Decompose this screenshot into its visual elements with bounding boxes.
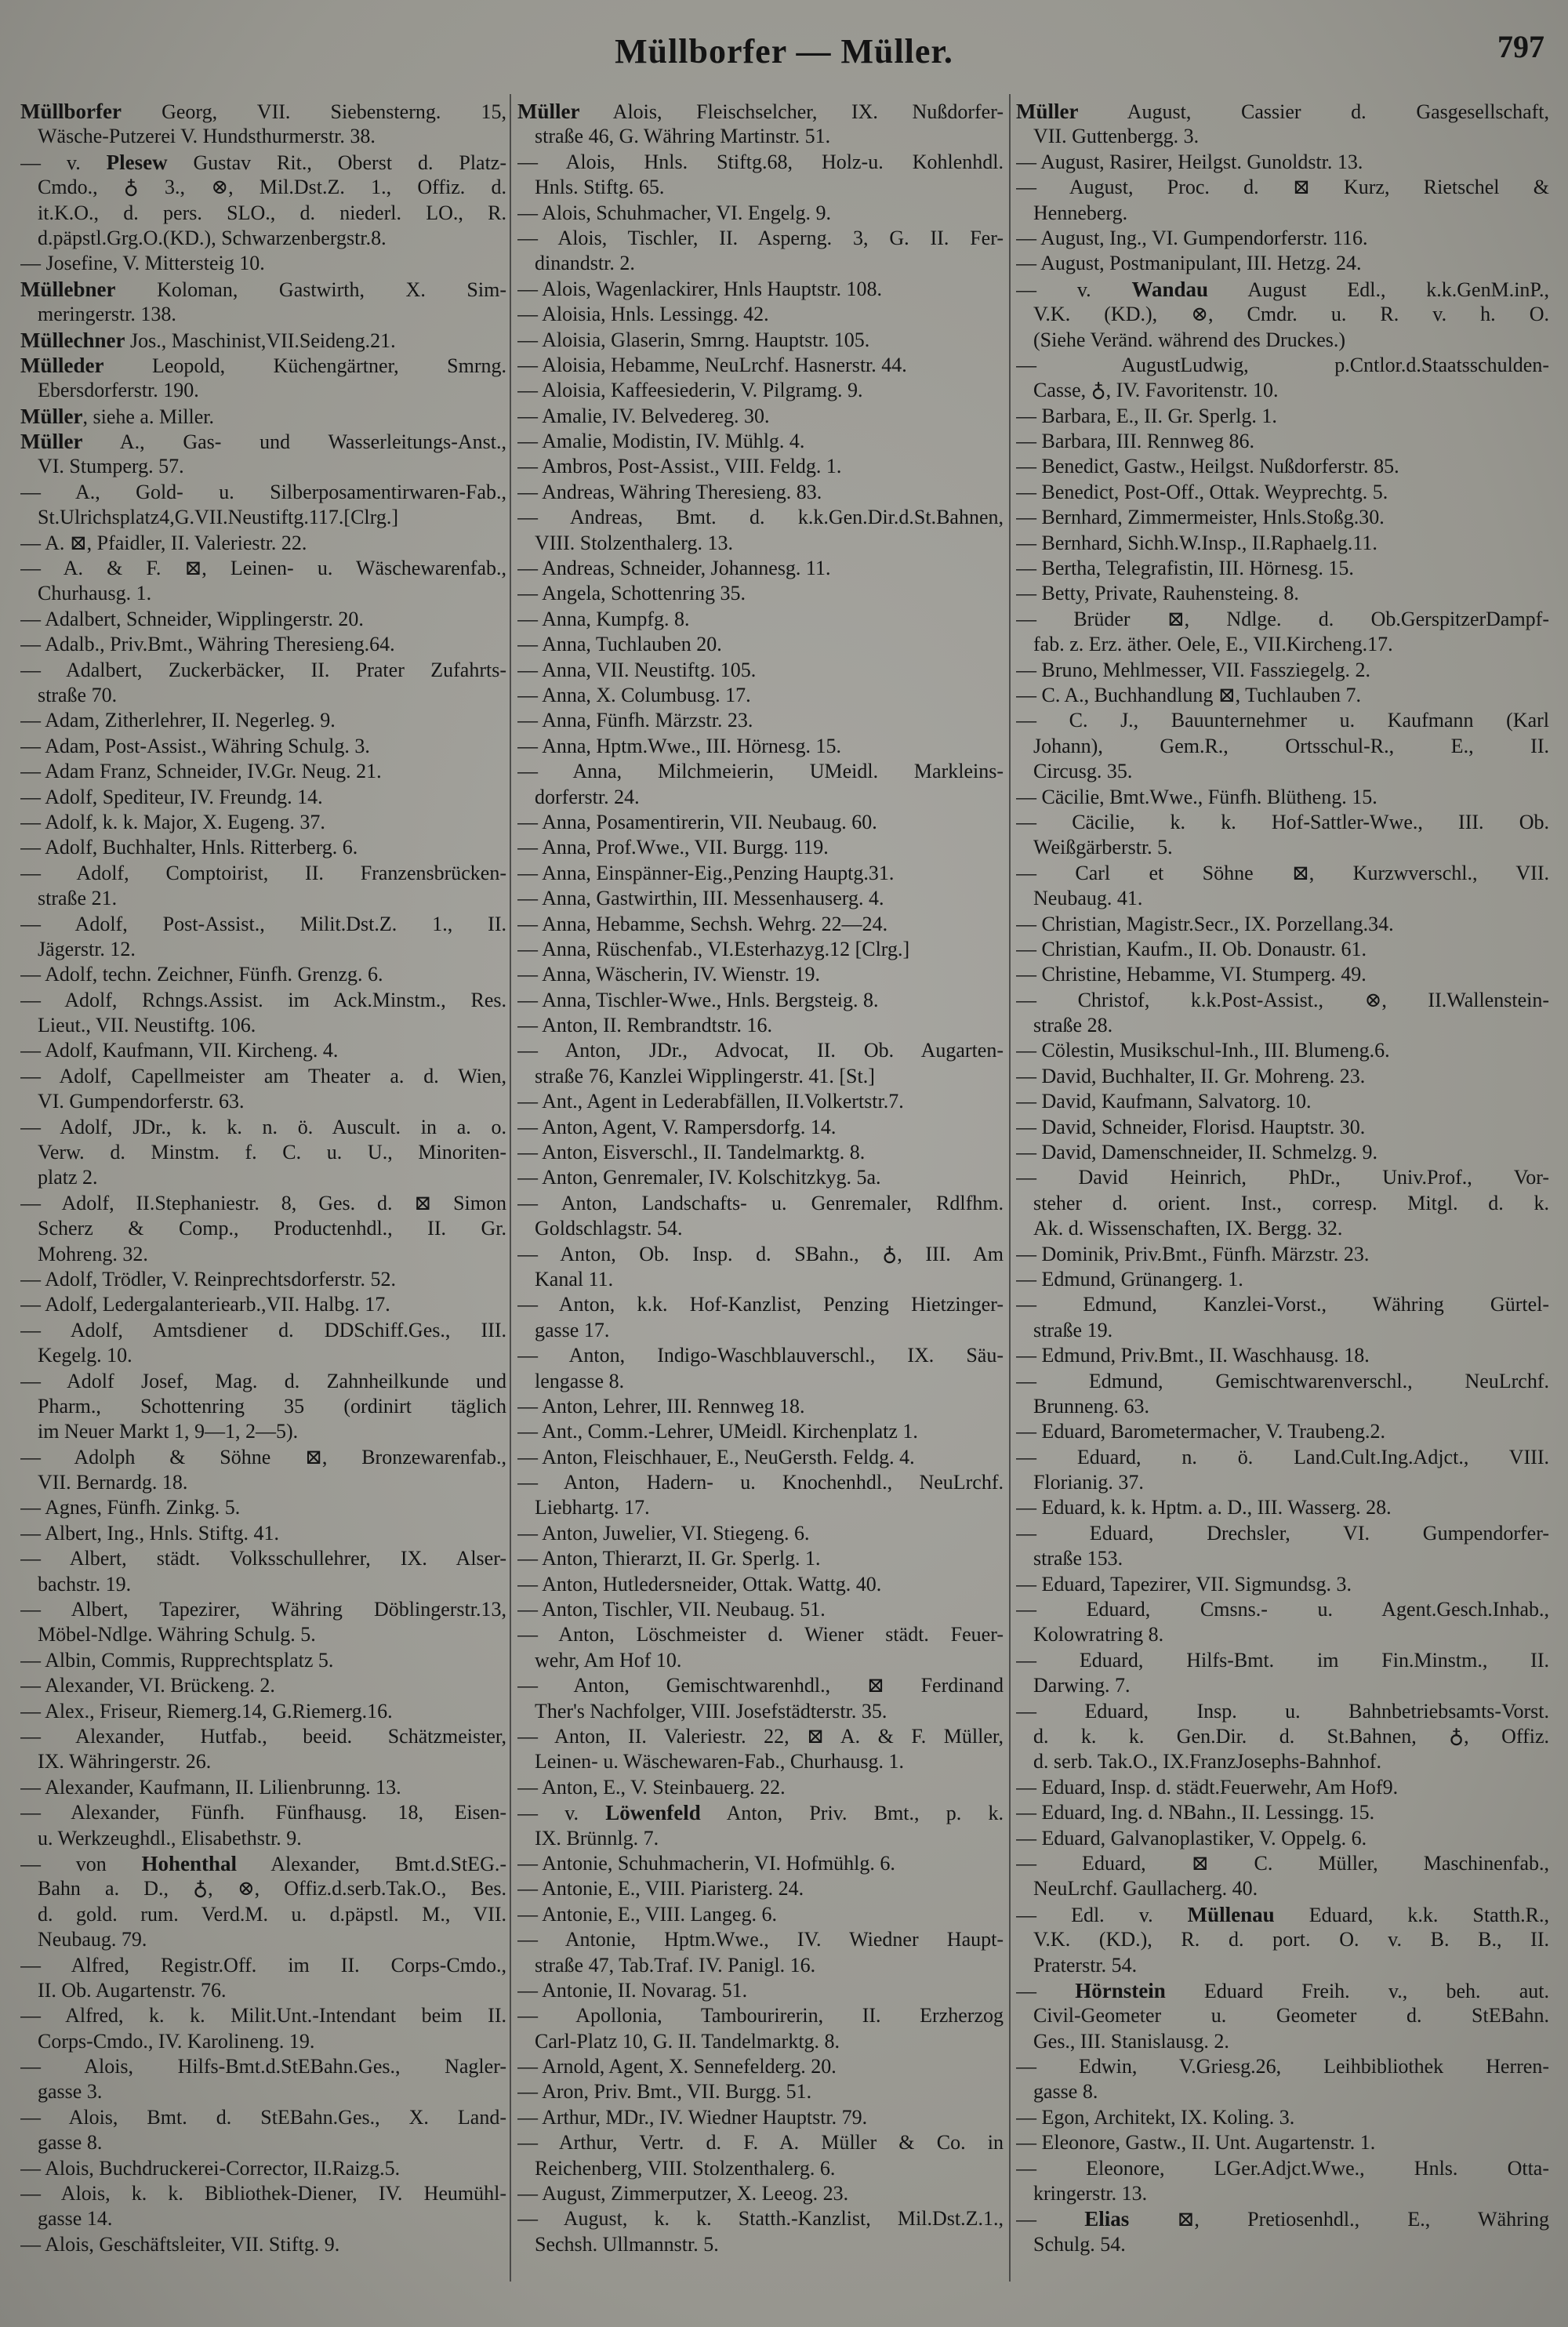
entry-text: Koloman, Gastwirth, X. Sim- [115,278,506,301]
directory-line: — Cölestin, Musikschul-Inh., III. Blumeng.6. [1016,1039,1390,1062]
directory-line [1016,2206,1549,2231]
directory-line: — Christof, k.k.Post-Assist., ⊗, II.Wallenstein- [1016,988,1549,1011]
entry-text: — v. [20,151,107,174]
directory-line: — Christian, Magistr.Secr., IX. Porzellang.34. [1016,912,1394,935]
directory-line: — Antonie, E., VIII. Piaristerg. 24. [517,1877,804,1900]
directory-line: — Bertha, Telegrafistin, III. Hörnesg. 15. [1016,557,1354,580]
directory-line: — AugustLudwig, p.Cntlor.d.Staatsschulden- [1016,353,1549,376]
entry-text: Eduard Freih. v., beh. aut. [1165,1979,1549,2002]
directory-line: straße 70. [38,683,118,706]
directory-line: — Anton, Juwelier, VI. Stiegeng. 6. [517,1521,810,1545]
directory-line: — Anton, Eisverschl., II. Tandelmarktg. 8. [517,1141,866,1164]
directory-line: VI. Gumpendorferstr. 63. [38,1090,245,1113]
directory-line: Hnls. Stiftg. 65. [535,176,665,199]
directory-line: — Eduard, Drechsler, VI. Gumpendorfer- [1016,1521,1549,1545]
directory-line: — Brüder ⊠, Ndlge. d. Ob.GerspitzerDampf- [1016,607,1549,630]
directory-line: Sechsh. Ullmannstr. 5. [535,2232,719,2256]
directory-line: — Anton, Lehrer, III. Rennweg 18. [517,1394,805,1418]
directory-line: — Dominik, Priv.Bmt., Fünfh. Märzstr. 23. [1016,1242,1370,1265]
directory-line: Lieut., VII. Neustiftg. 106. [38,1014,256,1037]
directory-line: — Adolf, Ledergalanteriearb.,VII. Halbg. 17. [20,1293,390,1316]
directory-line: Pharm., Schottenring 35 (ordinirt täglich [38,1394,506,1418]
directory-line: Goldschlagstr. 54. [535,1217,683,1240]
directory-line: Civil-Geometer u. Geometer d. StEBahn. [1033,2004,1549,2028]
directory-line: Möbel-Ndlge. Währing Schulg. 5. [38,1623,316,1646]
directory-line: — Anton, JDr., Advocat, II. Ob. Augarten- [517,1039,1004,1062]
directory-line: — Anna, Gastwirthin, III. Messenhauserg. 4. [517,887,884,910]
directory-line: — Aloisia, Kaffeesiederin, V. Pilgramg. 9. [517,379,863,402]
directory-line: — Anna, Tischler-Wwe., Hnls. Bergsteig. 8. [517,988,879,1011]
directory-line: V.K. (KD.), R. d. port. O. v. B. B., II. [1033,1928,1549,1951]
directory-line: — Alois, Wagenlackirer, Hnls Hauptstr. 108. [517,277,883,300]
directory-line: — C. J., Bauunternehmer u. Kaufmann (Karl [1016,709,1549,732]
directory-line: d. serb. Tak.O., IX.FranzJosephs-Bahnhof. [1033,1750,1381,1773]
entry-text: August, Cassier d. Gasgesellschaft, [1078,100,1549,123]
directory-line [20,99,506,124]
directory-line: straße 19. [1033,1318,1113,1341]
entry-surname: Müllebner [20,277,116,301]
directory-line: Neubaug. 79. [38,1928,147,1951]
directory-line: — Anna, Fünfh. Märzstr. 23. [517,709,753,732]
entry-text: August Edl., k.k.GenM.inP., [1208,278,1549,301]
directory-line: steher d. orient. Inst., corresp. Mitgl. d. k. [1033,1191,1549,1214]
directory-line: — Eduard, Hilfs-Bmt. im Fin.Minstm., II. [1016,1648,1549,1672]
entry-surname: Müller [517,100,580,123]
directory-line: Neubaug. 41. [1033,887,1143,910]
directory-line: dorferstr. 24. [535,785,640,808]
directory-line: platz 2. [38,1166,98,1189]
directory-line: — Arnold, Agent, X. Sennefelderg. 20. [517,2055,837,2078]
directory-line: — August, Proc. d. ⊠ Kurz, Rietschel & [1016,176,1549,199]
directory-line [20,328,506,353]
directory-line: — Anna, X. Columbusg. 17. [517,683,751,706]
entry-surname: Elias [1084,2207,1130,2231]
directory-line: — Adolph & Söhne ⊠, Bronzewarenfab., [20,1445,506,1468]
directory-line [20,353,506,378]
directory-line: — Anton, Fleischhauer, E., NeuGersth. Feldg. 4. [517,1445,915,1468]
directory-line [20,404,506,429]
directory-line: straße 46, G. Währing Martinstr. 51. [535,125,831,148]
directory-line: — Eduard, ⊠ C. Müller, Maschinenfab., [1016,1851,1549,1875]
directory-line: — Eduard, Ing. d. NBahn., II. Lessingg. 15. [1016,1801,1375,1824]
directory-line [20,277,506,302]
directory-line: — David, Kaufmann, Salvatorg. 10. [1016,1090,1312,1113]
directory-line: — Anton, II. Rembrandtstr. 16. [517,1014,772,1037]
directory-line: — Adalbert, Zuckerbäcker, II. Prater Zufahrts- [20,658,506,681]
directory-line: — Barbara, III. Rennweg 86. [1016,430,1254,453]
directory-line: — Adolf Josef, Mag. d. Zahnheilkunde und [20,1369,506,1392]
directory-line: — Eduard, Tapezirer, VII. Sigmundsg. 3. [1016,1572,1352,1596]
directory-line: — Eduard, Galvanoplastiker, V. Oppelg. 6. [1016,1826,1367,1850]
directory-line: im Neuer Markt 1, 9—1, 2—5). [38,1420,299,1443]
directory-line: — August, Postmanipulant, III. Hetzg. 24. [1016,252,1362,275]
entry-text: Georg, VII. Siebensterng. 15, [121,100,506,123]
directory-line: — Anna, Tuchlauben 20. [517,633,722,656]
directory-line: Wäsche-Putzerei V. Hundsthurmerstr. 38. [38,125,376,148]
entry-text: Alexander, Bmt.d.StEG.- [236,1852,506,1875]
directory-line: — Anton, Ob. Insp. d. SBahn., ♁, III. Am [517,1242,1004,1265]
directory-line: — Andreas, Währing Theresieng. 83. [517,480,822,503]
directory-line: — Anna, Rüschenfab., VI.Esterhazyg.12 [Clrg.] [517,937,910,960]
entry-text: — v. [1016,278,1132,301]
entry-text: Leopold, Küchengärtner, Smrng. [103,354,506,377]
directory-line: — Albert, Tapezirer, Währing Döblingerstr.13, [20,1598,506,1621]
directory-line: — Amalie, Modistin, IV. Mühlg. 4. [517,430,805,453]
directory-line: — Angela, Schottenring 35. [517,582,746,605]
entry-text: — [1016,2208,1085,2231]
directory-line: — Arthur, MDr., IV. Wiedner Hauptstr. 79. [517,2105,868,2129]
directory-line [1016,99,1549,124]
directory-line: — Antonie, Schuhmacherin, VI. Hofmühlg. 6. [517,1851,895,1875]
directory-line: VIII. Stolzenthalerg. 13. [535,531,733,554]
directory-line: straße 153. [1033,1547,1123,1570]
directory-line: — Anton, II. Valeriestr. 22, ⊠ A. & F. Müller, [517,1725,1004,1748]
directory-line: — Aloisia, Hnls. Lessingg. 42. [517,303,769,326]
directory-line: straße 21. [38,887,118,910]
directory-line: Henneberg. [1033,201,1128,224]
directory-line: — Anton, k.k. Hof-Kanzlist, Penzing Hietzinger- [517,1293,1004,1316]
directory-line: — Anton, Indigo-Waschblauverschl., IX. Säu- [517,1344,1004,1367]
directory-line: — Alois, Geschäftsleiter, VII. Stiftg. 9. [20,2232,340,2256]
directory-line: — Adolf, Rchngs.Assist. im Ack.Minstm., Res. [20,988,506,1011]
directory-line: — Christine, Hebamme, VI. Stumperg. 49. [1016,963,1367,986]
directory-line: — Alois, Schuhmacher, VI. Engelg. 9. [517,201,831,224]
directory-line: — Adalbert, Schneider, Wipplingerstr. 20. [20,607,364,630]
directory-line: Bahn a. D., ♁, ⊗, Offiz.d.serb.Tak.O., Bes. [38,1877,506,1900]
directory-line: — Bruno, Mehlmesser, VII. Fassziegelg. 2. [1016,658,1370,681]
directory-line: bachstr. 19. [38,1572,132,1596]
directory-line: Reichenberg, VIII. Stolzenthalerg. 6. [535,2156,836,2180]
directory-line: Cmdo., ♁ 3., ⊗, Mil.Dst.Z. 1., Offiz. d. [38,176,506,199]
directory-line: — Andreas, Schneider, Johannesg. 11. [517,557,831,580]
directory-line: — Bernhard, Sichh.W.Insp., II.Raphaelg.11. [1016,531,1377,554]
directory-line: — Aron, Priv. Bmt., VII. Burgg. 51. [517,2080,812,2104]
page-number: 797 [1497,29,1544,64]
directory-line: Verw. d. Minstm. f. C. u. U., Minoriten- [38,1141,506,1164]
directory-line: — A. ⊠, Pfaidler, II. Valeriestr. 22. [20,531,307,554]
directory-line: Ak. d. Wissenschaften, IX. Bergg. 32. [1033,1217,1343,1240]
directory-line: — Anna, Hebamme, Sechsh. Wehrg. 22—24. [517,912,888,935]
entry-text: — [1016,1979,1076,2002]
directory-line: — David, Damenschneider, II. Schmelzg. 9. [1016,1141,1378,1164]
directory-line: — Anton, Löschmeister d. Wiener städt. Feuer- [517,1623,1004,1646]
directory-line: — Andreas, Bmt. d. k.k.Gen.Dir.d.St.Bahnen, [517,506,1004,529]
entry-surname: Hohenthal [141,1851,237,1875]
entry-text: , siehe a. Miller. [82,405,214,428]
directory-line: — Anton, Landschafts- u. Genremaler, Rdlfhm. [517,1191,1004,1214]
directory-line: u. Werkzeughdl., Elisabethstr. 9. [38,1826,302,1850]
directory-line: — Eduard, Insp. u. Bahnbetriebsamts-Vorst. [1016,1699,1549,1723]
directory-line: Darwing. 7. [1033,1674,1131,1697]
directory-line: V.K. (KD.), ⊗, Cmdr. u. R. v. h. O. [1033,303,1549,326]
directory-line: gasse 17. [535,1318,610,1341]
directory-line: — Bernhard, Zimmermeister, Hnls.Stoßg.30. [1016,506,1385,529]
directory-line: kringerstr. 13. [1033,2182,1148,2205]
directory-line: it.K.O., d. pers. SLO., d. niederl. LO., R. [38,201,506,224]
directory-line: — Amalie, IV. Belvedereg. 30. [517,404,770,427]
directory-line: — Anna, Prof.Wwe., VII. Burgg. 119. [517,836,829,859]
directory-line: — Adolf, techn. Zeichner, Fünfh. Grenzg. 6. [20,963,383,986]
directory-line: — Eleonore, LGer.Adjct.Wwe., Hnls. Otta- [1016,2156,1549,2180]
directory-line: Kolowratring 8. [1033,1623,1164,1646]
entry-text: — v. [517,1802,606,1825]
directory-line [1016,277,1549,302]
column-1 [20,99,506,2257]
directory-line: dinandstr. 2. [535,252,635,275]
directory-line: — Edmund, Priv.Bmt., II. Waschhausg. 18. [1016,1344,1370,1367]
directory-line: VII. Bernardg. 18. [38,1471,188,1494]
directory-line: Jägerstr. 12. [38,937,136,960]
directory-line: — Anton, Genremaler, IV. Kolschitzkyg. 5a. [517,1166,881,1189]
directory-line: Circusg. 35. [1033,760,1133,783]
entry-surname: Müller [1016,100,1079,123]
directory-line: straße 28. [1033,1014,1113,1037]
entry-text: A., Gas- und Wasserleitungs-Anst., [82,430,506,454]
directory-line [517,99,1004,124]
directory-line: — Anna, Milchmeierin, UMeidl. Markleins- [517,760,1004,783]
directory-line: — Aloisia, Hebamme, NeuLrchf. Hasnerstr. 44. [517,353,907,376]
directory-line: — Alois, k. k. Bibliothek-Diener, IV. Heumühl- [20,2182,506,2205]
directory-line: — Albert, städt. Volksschullehrer, IX. Alser- [20,1547,506,1570]
directory-line [1016,1902,1549,1927]
directory-line: Churhausg. 1. [38,582,152,605]
directory-line: — Albert, Ing., Hnls. Stiftg. 41. [20,1521,280,1545]
directory-line: d.päpstl.Grg.O.(KD.), Schwarzenbergstr.8. [38,226,387,249]
directory-line: — Eduard, Barometermacher, V. Traubeng.2. [1016,1420,1385,1443]
entry-surname: Mülleder [20,353,104,377]
directory-line: d. gold. rum. Verd.M. u. d.päpstl. M., VII. [38,1902,506,1926]
entry-text: Alois, Fleischselcher, IX. Nußdorfer- [579,100,1004,123]
directory-line: — David, Schneider, Florisd. Hauptstr. 30. [1016,1115,1366,1138]
directory-line: — Aloisia, Glaserin, Smrng. Hauptstr. 105. [517,328,870,351]
directory-line: — Anna, Einspänner-Eig.,Penzing Hauptg.31. [517,861,895,884]
directory-line: — Alexander, VI. Brückeng. 2. [20,1674,275,1697]
directory-line: — Alfred, k. k. Milit.Unt.-Intendant beim II. [20,2004,506,2028]
directory-line: — Anton, Gemischtwarenhdl., ⊠ Ferdinand [517,1674,1004,1697]
column-2 [517,99,1004,2257]
directory-line: — Adolf, Buchhalter, Hnls. Ritterberg. 6. [20,836,358,859]
entry-surname: Hörnstein [1075,1978,1166,2002]
directory-line: (Siehe Veränd. während des Druckes.) [1033,328,1346,351]
directory-line: — Alex., Friseur, Riemerg.14, G.Riemerg.16. [20,1699,393,1723]
directory-line: IX. Währingerstr. 26. [38,1750,212,1773]
entry-text: ⊠, Pretiosenhdl., E., Währing [1129,2208,1549,2231]
entry-text: Gustav Rit., Oberst d. Platz- [167,151,506,174]
directory-line: — Adolf, Comptoirist, II. Franzensbrücken- [20,861,506,884]
directory-line: — Anton, Hutledersneider, Ottak. Wattg. 40. [517,1572,882,1596]
directory-line: — Anton, Agent, V. Rampersdorfg. 14. [517,1115,837,1138]
directory-line: — Anna, Hptm.Wwe., III. Hörnesg. 15. [517,734,842,757]
directory-line: Brunneng. 63. [1033,1394,1150,1418]
directory-line: — Alois, Buchdruckerei-Corrector, II.Raizg.5. [20,2156,401,2180]
entry-surname: Müllborfer [20,100,122,123]
directory-line: — Apollonia, Tambourirerin, II. Erzherzog [517,2004,1004,2028]
directory-line: gasse 8. [38,2131,103,2155]
directory-line: — August, Ing., VI. Gumpendorferstr. 116. [1016,226,1368,249]
directory-line: — Alexander, Kaufmann, II. Lilienbrunng. 13. [20,1775,401,1799]
entry-surname: Müller [20,404,83,428]
directory-line: — Agnes, Fünfh. Zinkg. 5. [20,1496,241,1519]
directory-line: Kanal 11. [535,1267,614,1291]
directory-line: — Eduard, k. k. Hptm. a. D., III. Wasserg. 28. [1016,1496,1392,1519]
directory-line: Florianig. 37. [1033,1471,1144,1494]
directory-line: — Adolf, Kaufmann, VII. Kircheng. 4. [20,1039,339,1062]
directory-line: Mohreng. 32. [38,1242,148,1265]
directory-line: Leinen- u. Wäschewaren-Fab., Churhausg. 1. [535,1750,904,1773]
directory-line: — Christian, Kaufm., II. Ob. Donaustr. 61. [1016,937,1367,960]
directory-line: — Antonie, II. Novarag. 51. [517,1978,748,2002]
entry-text: — Edl. v. [1016,1903,1188,1926]
directory-line: — Alfred, Registr.Off. im II. Corps-Cmdo., [20,1953,506,1977]
directory-line: — Anna, Kumpfg. 8. [517,607,690,630]
directory-line: — August, Zimmerputzer, X. Leeog. 23. [517,2182,849,2205]
directory-line: d. k. k. Gen.Dir. d. St.Bahnen, ♁, Offiz. [1033,1725,1549,1748]
directory-line: — Alois, Hilfs-Bmt.d.StEBahn.Ges., Nagler- [20,2055,506,2078]
directory-line: — Ant., Comm.-Lehrer, UMeidl. Kirchenplatz 1. [517,1420,918,1443]
directory-line: — Egon, Architekt, IX. Koling. 3. [1016,2105,1295,2129]
entry-text: Anton, Priv. Bmt., p. k. [700,1802,1004,1825]
directory-line [1016,1978,1549,2003]
directory-line: II. Ob. Augartenstr. 76. [38,1978,227,2002]
column-3 [1016,99,1549,2257]
directory-line: — A. & F. ⊠, Leinen- u. Wäschewarenfab., [20,557,506,580]
directory-line: Liebhartg. 17. [535,1496,650,1519]
directory-line: — Albin, Commis, Rupprechtsplatz 5. [20,1648,334,1672]
directory-line: — Alois, Bmt. d. StEBahn.Ges., X. Land- [20,2105,506,2129]
directory-line: — Adolf, Post-Assist., Milit.Dst.Z. 1., II. [20,912,506,935]
directory-line: gasse 8. [1033,2080,1098,2104]
directory-line: gasse 14. [38,2207,113,2231]
directory-line: — Anton, Thierarzt, II. Gr. Sperlg. 1. [517,1547,821,1570]
directory-line: lengasse 8. [535,1369,625,1392]
directory-line: Johann), Gem.R., Ortsschul-R., E., II. [1033,734,1549,757]
directory-line: — Anna, Wäscherin, IV. Wienstr. 19. [517,963,821,986]
directory-line: Carl-Platz 10, G. II. Tandelmarktg. 8. [535,2029,840,2053]
directory-line: St.Ulrichsplatz4,G.VII.Neustiftg.117.[Clrg.] [38,506,398,529]
directory-line: — David Heinrich, PhDr., Univ.Prof., Vor- [1016,1166,1549,1189]
directory-line: — Carl et Söhne ⊠, Kurzwverschl., VII. [1016,861,1549,884]
directory-line: — Ant., Agent in Lederabfällen, II.Volkertstr.7. [517,1090,904,1113]
directory-line: — Alexander, Hutfab., beeid. Schätzmeister, [20,1725,506,1748]
directory-line: — Adam, Zitherlehrer, II. Negerleg. 9. [20,709,336,732]
entry-text: Jos., Maschinist,VII.Seideng.21. [125,329,396,352]
entry-surname: Löwenfeld [605,1801,701,1825]
directory-line: IX. Brünnlg. 7. [535,1826,659,1850]
directory-line: Scherz & Comp., Productenhdl., II. Gr. [38,1217,506,1240]
entry-text: Eduard, k.k. Statth.R., [1274,1903,1549,1926]
entry-surname: Müllenau [1187,1902,1275,1926]
directory-line: — Josefine, V. Mittersteig 10. [20,252,265,275]
directory-line: Praterstr. 54. [1033,1953,1138,1977]
directory-line: Weißgärberstr. 5. [1033,836,1173,859]
directory-line: Ther's Nachfolger, VIII. Josefstädterstr. 35. [535,1699,887,1723]
directory-line: VII. Guttenbergg. 3. [1033,125,1200,148]
directory-line: — August, Rasirer, Heilgst. Gunoldstr. 13. [1016,150,1363,173]
directory-line [517,1800,1004,1825]
directory-line: — Edwin, V.Griesg.26, Leihbibliothek Herren- [1016,2055,1549,2078]
directory-line: — Antonie, E., VIII. Langeg. 6. [517,1902,777,1926]
directory-line: — Anton, Tischler, VII. Neubaug. 51. [517,1598,826,1621]
directory-line: — Benedict, Post-Off., Ottak. Weyprechtg. 5. [1016,480,1388,503]
directory-line: — Arthur, Vertr. d. F. A. Müller & Co. in [517,2131,1004,2155]
directory-line: — Adam, Post-Assist., Währing Schulg. 3. [20,734,370,757]
directory-line: — Edmund, Gemischtwarenverschl., NeuLrchf. [1016,1369,1549,1392]
directory-line [20,1851,506,1876]
entry-surname: Müller [20,430,83,454]
directory-line: Schulg. 54. [1033,2232,1126,2256]
directory-line: — Edmund, Grünangerg. 1. [1016,1267,1243,1291]
directory-line: straße 47, Tab.Traf. IV. Panigl. 16. [535,1953,816,1977]
directory-line: — Edmund, Kanzlei-Vorst., Währing Gürtel- [1016,1293,1549,1316]
directory-line: fab. z. Erz. äther. Oele, E., VII.Kircheng.17. [1033,633,1393,656]
entry-surname: Wandau [1131,277,1209,301]
directory-line: — Anna, Posamentirerin, VII. Neubaug. 60. [517,810,877,833]
directory-line: — Eduard, Cmsns.- u. Agent.Gesch.Inhab., [1016,1598,1549,1621]
directory-line: straße 76, Kanzlei Wipplingerstr. 41. [St.] [535,1064,875,1087]
directory-line: — Adolf, Spediteur, IV. Freundg. 14. [20,785,323,808]
directory-line: — Cäcilie, Bmt.Wwe., Fünfh. Blütheng. 15. [1016,785,1377,808]
directory-line: — Alois, Tischler, II. Asperng. 3, G. II. Fer- [517,226,1004,249]
entry-text: — von [20,1852,142,1875]
directory-line: — Adolf, Trödler, V. Reinprechtsdorferstr. 52. [20,1267,396,1291]
directory-line: — August, k. k. Statth.-Kanzlist, Mil.Dst.Z.1., [517,2207,1004,2231]
directory-line: — C. A., Buchhandlung ⊠, Tuchlauben 7. [1016,683,1361,706]
running-head: Müllborfer — Müller. [615,32,953,71]
directory-line: Ebersdorferstr. 190. [38,379,199,402]
directory-line: wehr, Am Hof 10. [535,1648,682,1672]
directory-line: VI. Stumperg. 57. [38,455,184,478]
directory-line: — Benedict, Gastw., Heilgst. Nußdorferstr. 85. [1016,455,1399,478]
directory-line: — Adolf, II.Stephaniestr. 8, Ges. d. ⊠ Simon [20,1191,506,1214]
entry-surname: Plesew [106,150,168,174]
directory-line: — Anna, VII. Neustiftg. 105. [517,658,757,681]
directory-line: — Betty, Private, Rauhensteing. 8. [1016,582,1299,605]
directory-line: — Adolf, k. k. Major, X. Eugeng. 37. [20,810,325,833]
directory-line: — Antonie, Hptm.Wwe., IV. Wiedner Haupt- [517,1928,1004,1951]
directory-line: gasse 3. [38,2080,103,2104]
directory-line: — Adolf, Amtsdiener d. DDSchiff.Ges., III. [20,1318,506,1341]
directory-line: — Adolf, JDr., k. k. n. ö. Auscult. in a. o. [20,1115,506,1138]
directory-line [20,150,506,175]
column-divider [510,94,511,2282]
directory-line: — Ambros, Post-Assist., VIII. Feldg. 1. [517,455,842,478]
directory-line: Kegelg. 10. [38,1344,132,1367]
entry-surname: Müllechner [20,328,125,352]
directory-line: NeuLrchf. Gaullacherg. 40. [1033,1877,1258,1900]
directory-line: Corps-Cmdo., IV. Karolineng. 19. [38,2029,315,2053]
directory-line: — Adolf, Capellmeister am Theater a. d. Wien, [20,1064,506,1087]
directory-line: Casse, ♁, IV. Favoritenstr. 10. [1033,379,1279,402]
directory-line: — Eduard, n. ö. Land.Cult.Ing.Adjct., VIII. [1016,1445,1549,1468]
directory-line: — Barbara, E., II. Gr. Sperlg. 1. [1016,404,1277,427]
directory-line: — Eduard, Insp. d. städt.Feuerwehr, Am Hof9. [1016,1775,1399,1799]
directory-line: — Anton, Hadern- u. Knochenhdl., NeuLrchf. [517,1471,1004,1494]
directory-line: — Adam Franz, Schneider, IV.Gr. Neug. 21. [20,760,382,783]
directory-line [20,429,506,454]
directory-line: — A., Gold- u. Silberposamentirwaren-Fab., [20,480,506,503]
directory-line: — David, Buchhalter, II. Gr. Mohreng. 23. [1016,1064,1366,1087]
directory-line: — Cäcilie, k. k. Hof-Sattler-Wwe., III. Ob. [1016,810,1549,833]
directory-line: — Alexander, Fünfh. Fünfhausg. 18, Eisen- [20,1801,506,1824]
directory-line: meringerstr. 138. [38,303,176,326]
directory-line: — Alois, Hnls. Stiftg.68, Holz-u. Kohlenhdl. [517,150,1004,173]
directory-line: — Adalb., Priv.Bmt., Währing Theresieng.64. [20,633,395,656]
column-divider [1009,94,1011,2282]
directory-line: — Eleonore, Gastw., II. Unt. Augartenstr. 1. [1016,2131,1376,2155]
directory-line: Ges., III. Stanislausg. 2. [1033,2029,1229,2053]
directory-line: — Anton, E., V. Steinbauerg. 22. [517,1775,786,1799]
